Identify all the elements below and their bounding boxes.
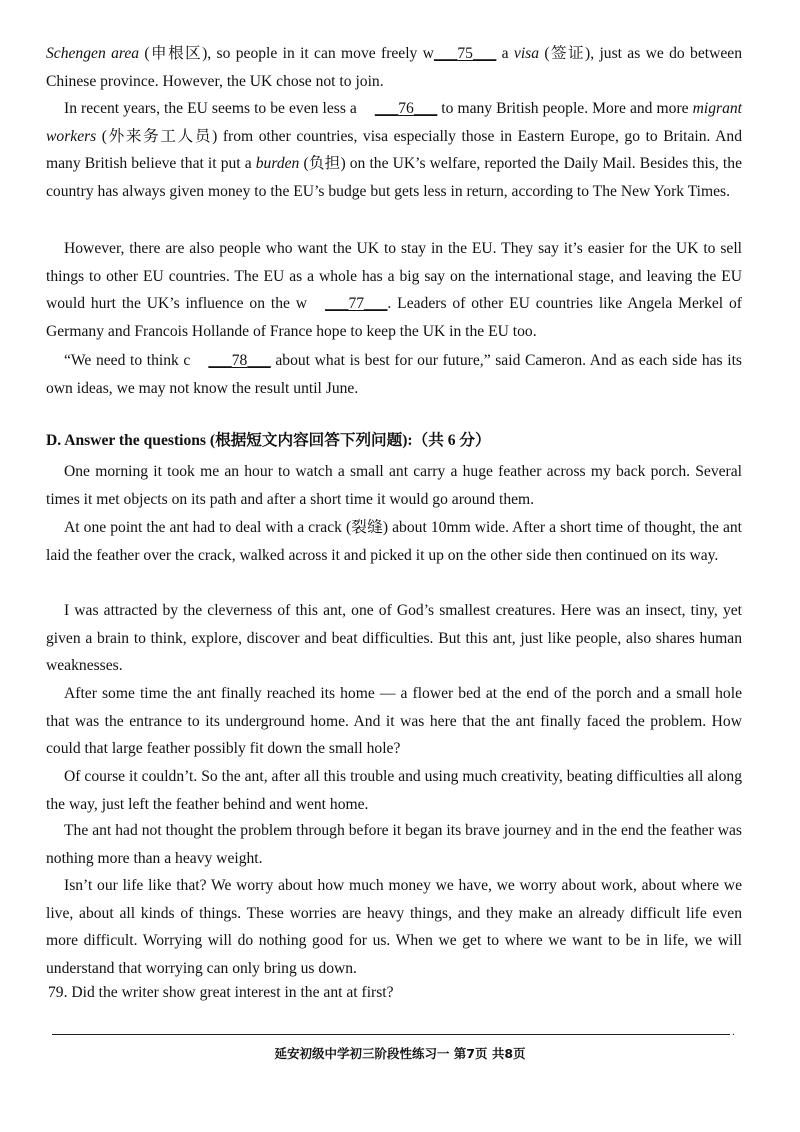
- blank-78[interactable]: ___78___: [208, 352, 271, 369]
- section-d-paragraph-1: One morning it took me an hour to watch a small ant carry a huge feather across my back porch. Several times it met objects on its path and after a short time it would go around them.: [46, 463, 742, 508]
- section-d-paragraph-5: Of course it couldn’t. So the ant, after all this trouble and using much creativity, beating difficulties all along the way, just left the feather behind and went home.: [46, 768, 742, 813]
- page-footer: 延安初级中学初三阶段性练习一 第7页 共8页: [274, 1046, 526, 1061]
- term-schengen-area: Schengen area: [46, 45, 140, 62]
- section-d-title: D. Answer the questions (根据短文内容回答下列问题):（共 6 分）: [46, 432, 491, 449]
- answer-line-end-mark: .: [732, 1024, 735, 1038]
- term-burden: burden: [255, 155, 300, 173]
- term-visa: visa: [513, 45, 540, 62]
- section-d-paragraph-4: After some time the ant finally reached its home — a flower bed at the end of the porch and a small hole that was the entrance to its underground home. And it was here that the ant finally faced the problem. How could that large feather possibly fit down the small hole?: [46, 685, 742, 758]
- term-migrant-workers: migrant workers: [46, 100, 742, 145]
- section-d-paragraph-7: Isn’t our life like that? We worry about how much money we have, we worry about work, about where we live, about all kinds of things. These worries are heavy things, and they make an already difficult life even more difficult. Worrying will do nothing good for us. When we get to where we want to be in life, we will understand that worrying can only bring us down.: [46, 877, 742, 977]
- blank-75[interactable]: ___75___: [433, 45, 497, 62]
- passage-c-paragraph-1: Schengen area (申根区), so people in it can move freely w___75___ a visa (签证), just as we do between Chinese province. However, the UK chose not to join.: [46, 40, 742, 95]
- blank-76[interactable]: ___76___: [374, 100, 438, 117]
- blank-77[interactable]: ___77___: [325, 295, 388, 313]
- section-d-paragraph-3: I was attracted by the cleverness of this ant, one of God’s smallest creatures. Here was an insect, tiny, yet given a brain to think, explore, discover and beat difficulties. But this ant, just like people, also shares human weaknesses.: [46, 602, 742, 675]
- section-d-paragraph-6: The ant had not thought the problem through before it began its brave journey and in the end the feather was nothing more than a heavy weight.: [46, 822, 742, 867]
- passage-c-paragraph-3: However, there are also people who want the UK to stay in the EU. They say it’s easier for the UK to sell things to other EU countries. The EU as a whole has a big say on the international stage, and leaving the EU would hurt the UK’s influence on the w ___77___. Leaders of other EU countries like Angela Merkel of Germany and Francois Hollande of France hope to keep the UK in the EU too.: [46, 240, 742, 340]
- passage-c-paragraph-2: In recent years, the EU seems to be even less a ___76___ to many British people. More and more migrant workers (外来务工人员) from other countries, visa especially those in Eastern Europe, go to Britain. And many British believe that it put a burden (负担) on the UK’s welfare, reported the Daily Mail. Besides this, the country has always given money to the EU’s budge but gets less in return, according to The New York Times.: [46, 95, 742, 205]
- question-79: 79. Did the writer show great interest in the ant at first?: [48, 984, 394, 1001]
- section-d-paragraph-2: At one point the ant had to deal with a crack (裂缝) about 10mm wide. After a short time of thought, the ant laid the feather over the crack, walked across it and picked it up on the other side then continued on its way.: [46, 519, 742, 564]
- answer-line-79[interactable]: [52, 1034, 730, 1035]
- passage-c-paragraph-4: “We need to think c ___78___ about what is best for our future,” said Cameron. And as each side has its own ideas, we may not know the result until June.: [46, 347, 742, 402]
